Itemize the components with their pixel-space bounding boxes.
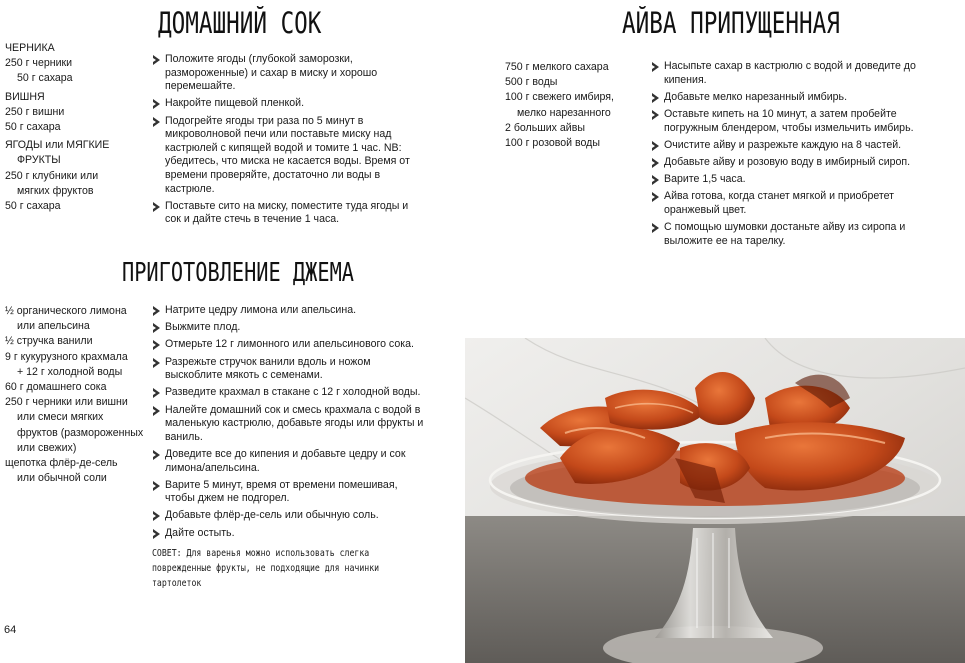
jam-tip: СОВЕТ: Для варенья можно использовать слегка поврежденные фрукты, не подходящие для начинки тартолеток — [152, 548, 380, 589]
step-text: Варите 1,5 часа. — [664, 173, 746, 186]
chevron-right-icon — [152, 481, 161, 491]
step-item — [651, 91, 931, 105]
step-item — [152, 448, 430, 475]
step-item — [152, 404, 430, 445]
chevron-right-icon — [651, 192, 660, 202]
quince-photo — [465, 338, 965, 663]
step-item — [152, 115, 414, 197]
chevron-right-icon — [651, 93, 660, 103]
step-item — [152, 356, 430, 383]
step-item — [651, 156, 931, 170]
jam-ingredients — [5, 304, 145, 486]
quince-cake-stand-illustration — [465, 338, 965, 663]
chevron-right-icon — [152, 340, 161, 350]
step-item — [152, 479, 430, 506]
quince-ingredients — [505, 60, 635, 151]
step-text: Разведите крахмал в стакане с 12 г холодной воды. — [165, 386, 421, 399]
ingredient-line: мягких фруктов — [17, 184, 94, 197]
step-text: Очистите айву и разрежьте каждую на 8 частей. — [664, 138, 902, 151]
step-item — [651, 139, 931, 153]
step-item — [152, 321, 430, 335]
step-text: С помощью шумовки достаньте айву из сиропа и выложите ее на тарелку. — [664, 221, 906, 247]
juice-title: ДОМАШНИЙ СОК — [158, 6, 322, 40]
ingredient-line: ФРУКТЫ — [17, 154, 61, 167]
step-item — [152, 527, 430, 541]
ingredient-line: 250 г вишни — [5, 105, 65, 118]
chevron-right-icon — [651, 62, 660, 72]
chevron-right-icon — [152, 529, 161, 539]
step-text: Налейте домашний сок и смесь крахмала с водой в маленькую кастрюлю, добавьте ягоды или фрукты и ваниль. — [165, 403, 424, 443]
chevron-right-icon — [152, 450, 161, 460]
step-item — [152, 304, 430, 318]
ingredient-line: + 12 г холодной воды — [17, 365, 123, 378]
ingredient-line: 50 г сахара — [5, 200, 61, 213]
ingredient-line: 250 г клубники или — [5, 169, 99, 182]
ingredient-line: или свежих) — [17, 441, 77, 454]
step-item — [651, 190, 931, 217]
ingredient-line: ВИШНЯ — [5, 90, 45, 103]
step-item — [152, 386, 430, 400]
chevron-right-icon — [651, 175, 660, 185]
step-text: Добавьте флёр-де-сель или обычную соль. — [165, 509, 379, 522]
chevron-right-icon — [651, 110, 660, 120]
step-text: Дайте остыть. — [165, 526, 235, 539]
chevron-right-icon — [651, 158, 660, 168]
ingredient-line: 50 г сахара — [5, 121, 61, 134]
ingredient-line: 100 г свежего имбиря, — [505, 91, 614, 104]
ingredient-line: ЯГОДЫ или МЯГКИЕ — [5, 139, 110, 152]
step-item — [152, 509, 430, 523]
step-item — [651, 221, 931, 248]
ingredient-line: или смеси мягких — [17, 411, 104, 424]
chevron-right-icon — [152, 55, 161, 65]
step-item — [651, 60, 931, 87]
chevron-right-icon — [152, 117, 161, 127]
step-text: Оставьте кипеть на 10 минут, а затем пробейте погружным блендером, чтобы измельчить имбирь. — [664, 107, 914, 134]
chevron-right-icon — [152, 511, 161, 521]
quince-steps — [651, 60, 931, 252]
chevron-right-icon — [651, 141, 660, 151]
step-text: Доведите все до кипения и добавьте цедру и сок лимона/апельсина. — [165, 447, 406, 474]
juice-steps — [152, 53, 414, 231]
quince-title: АЙВА ПРИПУЩЕННАЯ — [622, 6, 840, 40]
step-text: Натрите цедру лимона или апельсина. — [165, 304, 357, 316]
step-text: Положите ягоды (глубокой заморозки, размороженные) и сахар в миску и хорошо перемешайте. — [165, 53, 378, 93]
ingredient-line: 250 г черники или вишни — [5, 396, 128, 409]
chevron-right-icon — [152, 99, 161, 109]
ingredient-line: 2 больших айвы — [505, 121, 585, 134]
step-item — [651, 173, 931, 187]
ingredient-line: фруктов (размороженных — [17, 426, 144, 439]
ingredient-line: или обычной соли — [17, 472, 107, 485]
step-text: Добавьте мелко нарезанный имбирь. — [664, 90, 848, 103]
step-text: Поставьте сито на миску, поместите туда ягоды и сок и дайте стечь в течение 1 часа. — [165, 199, 409, 226]
step-text: Разрежьте стручок ванили вдоль и ножом выскоблите мякоть с семенами. — [165, 355, 371, 382]
step-item — [152, 338, 430, 352]
step-item — [651, 108, 931, 135]
step-text: Отмерьте 12 г лимонного или апельсинового сока. — [165, 338, 414, 351]
step-item — [152, 97, 414, 111]
ingredient-line: 500 г воды — [505, 76, 558, 89]
step-text: Выжмите плод. — [165, 321, 241, 334]
ingredient-line: ½ органического лимона — [5, 305, 127, 317]
step-item — [152, 200, 414, 227]
step-text: Накройте пищевой пленкой. — [165, 97, 305, 110]
step-item — [152, 53, 414, 94]
step-text: Варите 5 минут, время от времени помешивая, чтобы джем не подгорел. — [165, 478, 398, 505]
ingredient-line: 750 г мелкого сахара — [505, 61, 609, 73]
jam-steps — [152, 304, 430, 544]
ingredient-line: щепотка флёр-де-сель — [5, 457, 118, 470]
ingredient-line: ЧЕРНИКА — [5, 42, 55, 54]
ingredient-line: или апельсина — [17, 320, 90, 333]
chevron-right-icon — [152, 306, 161, 316]
chevron-right-icon — [651, 223, 660, 233]
ingredient-line: 250 г черники — [5, 57, 73, 70]
chevron-right-icon — [152, 406, 161, 416]
ingredient-line: 60 г домашнего сока — [5, 381, 107, 394]
step-text: Айва готова, когда станет мягкой и приобретет оранжевый цвет. — [664, 190, 894, 216]
step-text: Подогрейте ягоды три раза по 5 минут в микроволновой печи или поставьте миску над кастрюлей с кипящей водой и томите 1 час. NB: убедитесь, что миска не касается воды. Время от времени проверяйте, достаточно ли воды в кастрюле. — [165, 114, 410, 195]
chevron-right-icon — [152, 358, 161, 368]
step-text: Добавьте айву и розовую воду в имбирный сироп. — [664, 155, 911, 168]
chevron-right-icon — [152, 202, 161, 212]
ingredient-line: 50 г сахара — [17, 72, 73, 85]
ingredient-line: 100 г розовой воды — [505, 137, 600, 150]
juice-ingredients — [5, 41, 140, 214]
ingredient-line: 9 г кукурузного крахмала — [5, 350, 128, 363]
page-number: 64 — [4, 624, 17, 636]
chevron-right-icon — [152, 388, 161, 398]
chevron-right-icon — [152, 323, 161, 333]
jam-title: ПРИГОТОВЛЕНИЕ ДЖЕМА — [122, 258, 354, 288]
ingredient-line: ½ стручка ванили — [5, 335, 93, 348]
step-text: Насыпьте сахар в кастрюлю с водой и доведите до кипения. — [664, 60, 916, 86]
ingredient-line: мелко нарезанного — [517, 106, 611, 119]
